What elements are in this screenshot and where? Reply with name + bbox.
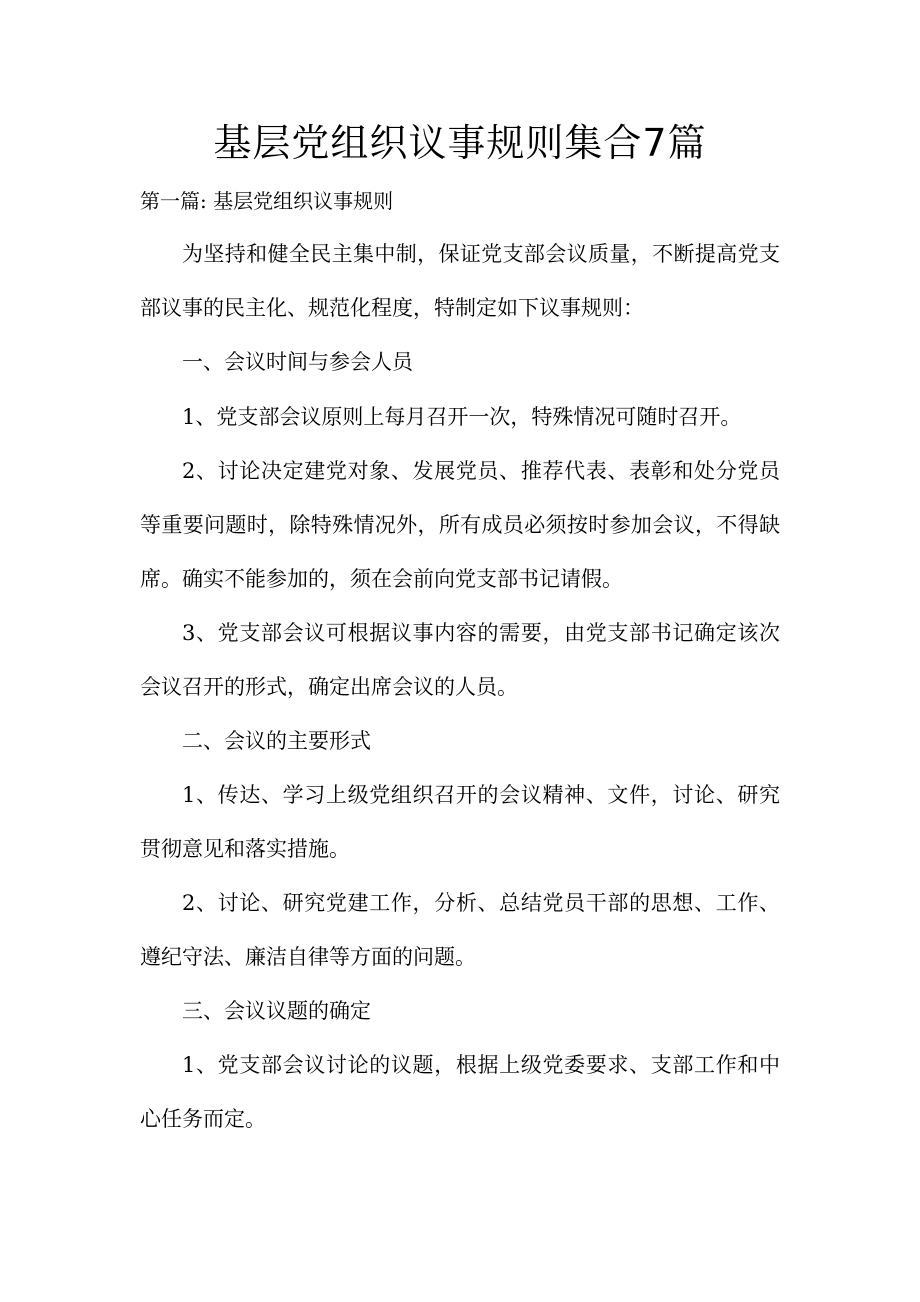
paragraph-2-1: 1、传达、学习上级党组织召开的会议精神、文件，讨论、研究贯彻意见和落实措施。 — [140, 783, 780, 861]
section-heading-1: 一、会议时间与参会人员 — [182, 350, 413, 374]
section-heading-2: 二、会议的主要形式 — [182, 729, 371, 753]
section-heading-3: 三、会议议题的确定 — [182, 999, 371, 1023]
paragraph-1-1: 1、党支部会议原则上每月召开一次，特殊情况可随时召开。 — [182, 405, 742, 429]
paragraph-2-2: 2、讨论、研究党建工作，分析、总结党员干部的思想、工作、遵纪守法、廉洁自律等方面的问题。 — [140, 891, 780, 969]
paragraph-1-3: 3、党支部会议可根据议事内容的需要，由党支部书记确定该次会议召开的形式，确定出席会议的人员。 — [140, 621, 780, 699]
paragraph-3-1: 1、党支部会议讨论的议题，根据上级党委要求、支部工作和中心任务而定。 — [140, 1053, 780, 1131]
document-title: 基层党组织议事规则集合7篇 — [213, 121, 707, 165]
paragraph-1-2: 2、讨论决定建党对象、发展党员、推荐代表、表彰和处分党员等重要问题时，除特殊情况外，所有成员必须按时参加会议，不得缺席。确实不能参加的，须在会前向党支部书记请假。 — [140, 459, 780, 591]
intro-paragraph: 为坚持和健全民主集中制，保证党支部会议质量，不断提高党支部议事的民主化、规范化程度，特制定如下议事规则： — [140, 242, 780, 320]
section-subtitle: 第一篇: 基层党组织议事规则 — [140, 189, 394, 213]
